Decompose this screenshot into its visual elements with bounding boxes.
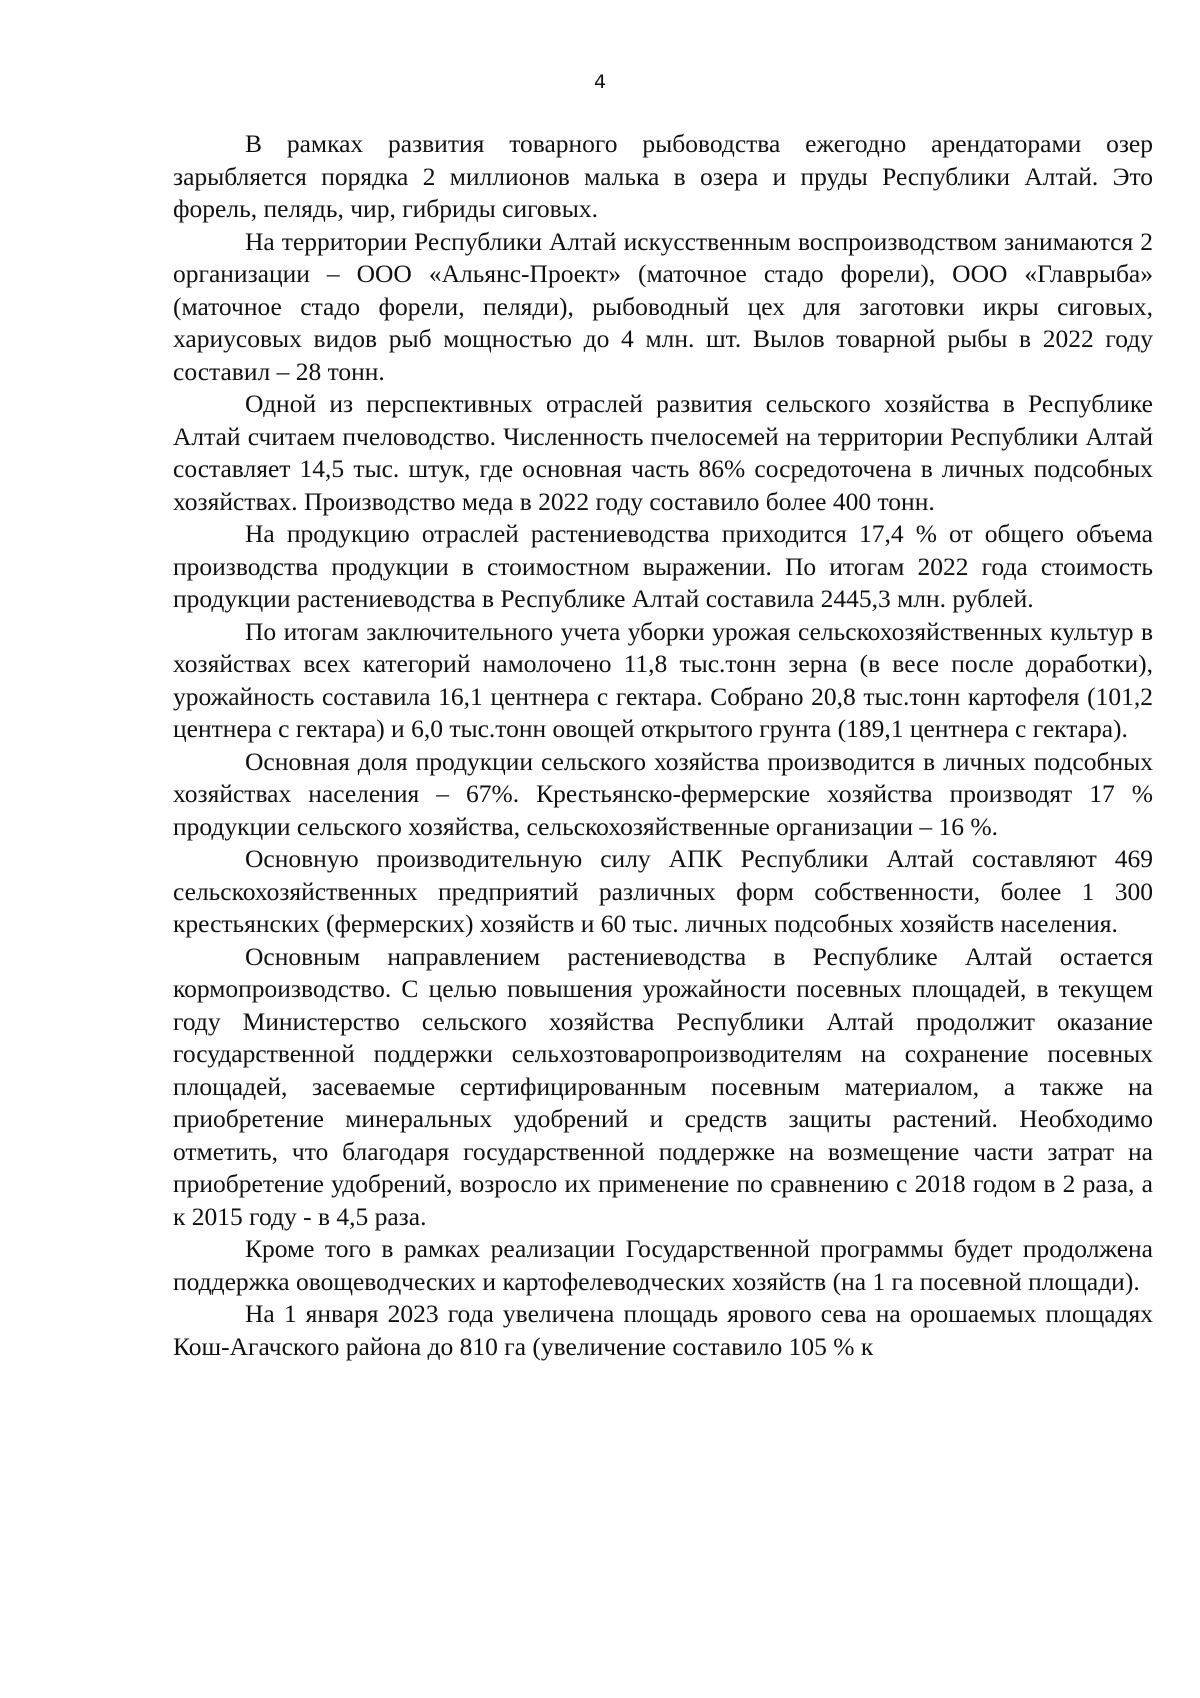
paragraph-fish-stocking: В рамках развития товарного рыбоводства ежегодно арендаторами озер зарыбляется порядка 2 миллионов малька в озера и пруды Республики Алтай. Это форель, пелядь, чир, гибриды сиговых.	[173, 129, 1153, 223]
paragraph-harvest-results: По итогам заключительного учета уборки урожая сельскохозяйственных культур в хозяйствах всех категорий намолочено 11,8 тыс.тонн зерна (в весе после доработки), урожайность составила 16,1 центнера с гектара. Собрано 20,8 тыс.тонн картофеля (101,2 центнера с гектара) и 6,0 тыс.тонн овощей открытого грунта (189,1 центнера с гектара).	[173, 616, 1153, 743]
paragraph-beekeeping: Одной из перспективных отраслей развития сельского хозяйства в Республике Алтай считаем пчеловодство. Численность пчелосемей на территории Республики Алтай составляет 14,5 тыс. штук, где основная часть 86% сосредоточена в личных подсобных хозяйствах. Производство меда в 2022 году составило более 400 тонн.	[173, 389, 1153, 516]
paragraph-crop-production-share: На продукцию отраслей растениеводства приходится 17,4 % от общего объема производства продукции в стоимостном выражении. По итогам 2022 года стоимость продукции растениеводства в Республике Алтай составила 2445,3 млн. рублей.	[173, 519, 1153, 613]
paragraph-spring-sowing: На 1 января 2023 года увеличена площадь ярового сева на орошаемых площадях Кош-Агачского района до 810 га (увеличение составило 105 % к	[173, 1299, 1153, 1361]
paragraph-fodder-production: Основным направлением растениеводства в Республике Алтай остается кормопроизводство. С целью повышения урожайности посевных площадей, в текущем году Министерство сельского хозяйства Республики Алтай продолжит оказание государственной поддержки сельхозтоваропроизводителям на сохранение посевных площадей, засеваемые сертифицированным посевным материалом, а также на приобретение минеральных удобрений и средств защиты растений. Необходимо отметить, что благодаря государственной поддержке на возмещение части затрат на приобретение удобрений, возросло их применение по сравнению с 2018 годом в 2 раза, а к 2015 году - в 4,5 раза.	[173, 941, 1153, 1231]
paragraph-state-program: Кроме того в рамках реализации Государственной программы будет продолжена поддержка овощеводческих и картофелеводческих хозяйств (на 1 га посевной площади).	[173, 1234, 1153, 1296]
page-number: 4	[593, 71, 607, 93]
paragraph-agro-enterprises: Основную производительную силу АПК Республики Алтай составляют 469 сельскохозяйственных предприятий различных форм собственности, более 1 300 крестьянских (фермерских) хозяйств и 60 тыс. личных подсобных хозяйств населения.	[173, 844, 1153, 938]
body-text	[173, 128, 1153, 1363]
paragraph-production-structure: Основная доля продукции сельского хозяйства производится в личных подсобных хозяйствах населения – 67%. Крестьянско-фермерские хозяйства производят 17 % продукции сельского хозяйства, сельскохозяйственные организации – 16 %.	[173, 746, 1153, 841]
paragraph-fish-reproduction: На территории Республики Алтай искусственным воспроизводством занимаются 2 организации – ООО «Альянс-Проект» (маточное стадо форели), ООО «Главрыба» (маточное стадо форели, пеляди), рыбоводный цех для заготовки икры сиговых, хариусовых видов рыб мощностью до 4 млн. шт. Вылов товарной рыбы в 2022 году составил – 28 тонн.	[173, 226, 1153, 386]
